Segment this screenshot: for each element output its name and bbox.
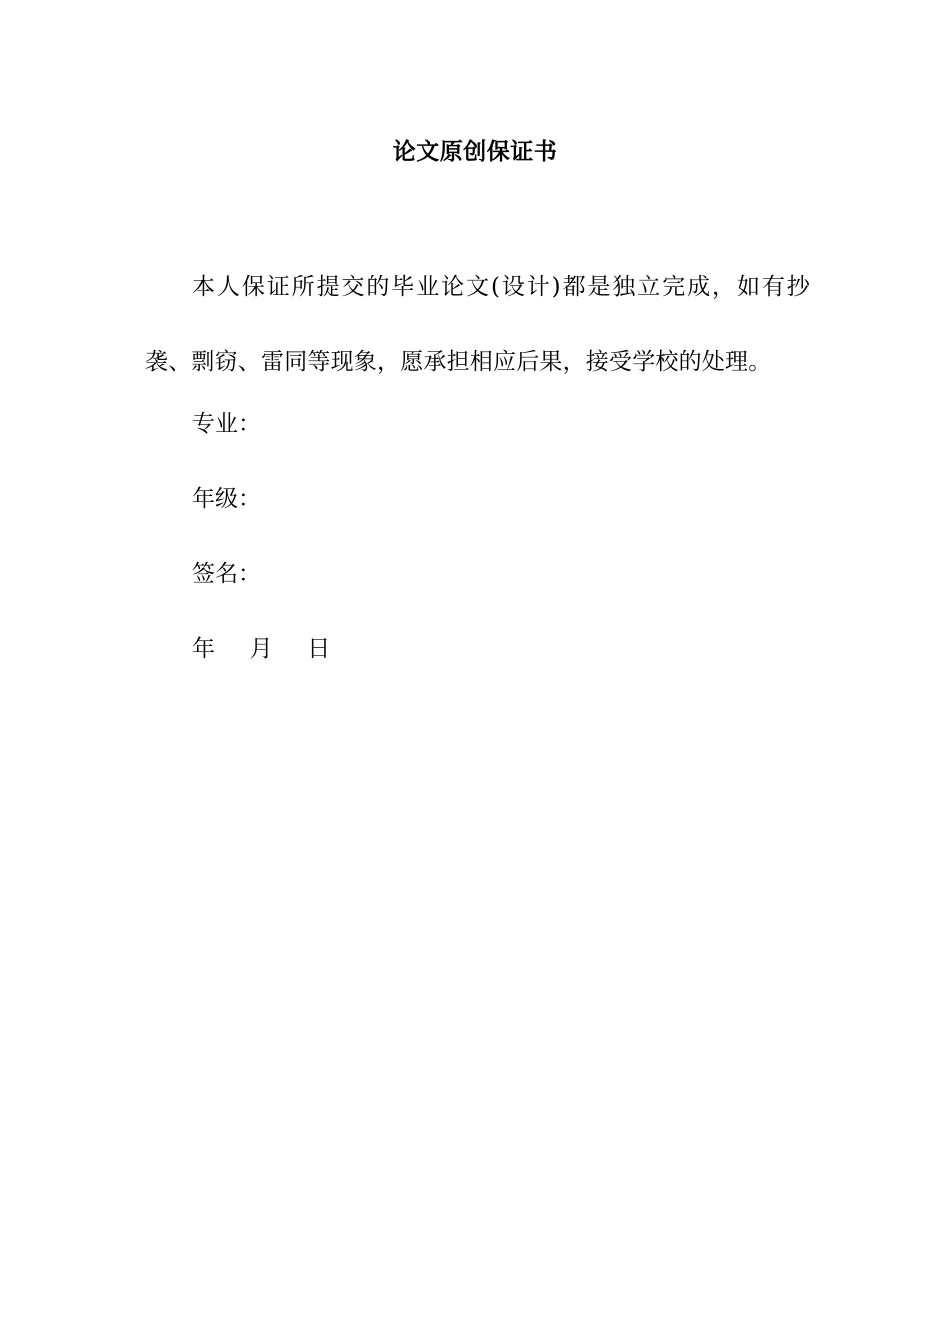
document-title: 论文原创保证书 xyxy=(392,138,558,165)
signature-label: 签名： xyxy=(192,561,261,587)
grade-label: 年级： xyxy=(192,486,261,512)
major-label: 专业： xyxy=(192,411,261,437)
date-label: 年 月 日 xyxy=(192,636,331,662)
originality-statement: 本人保证所提交的毕业论文(设计)都是独立完成，如有抄袭、剽窃、雷同等现象，愿承担相应后果，接受学校的处理。 xyxy=(145,274,810,375)
